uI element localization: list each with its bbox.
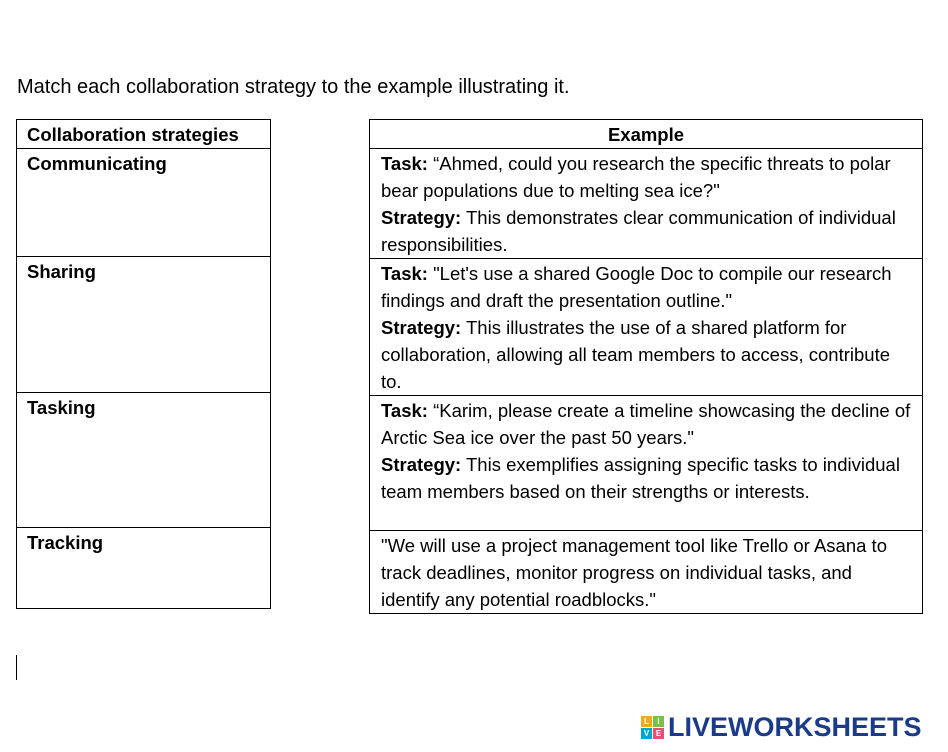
example-plain-text: "We will use a project management tool like Trello or Asana to track deadlines, monitor progress on individual tasks, and identify any potential roadblocks." [381, 535, 887, 610]
strategy-cell-communicating: Communicating [17, 149, 271, 257]
strategy-label: Strategy: [381, 454, 462, 475]
examples-header: Example [370, 120, 923, 149]
task-label: Task: [381, 400, 428, 421]
logo-block-l: L [641, 716, 652, 727]
strategy-cell-tracking: Tracking [17, 528, 271, 609]
logo-block-i: I [653, 716, 664, 727]
strategy-label: Strategy: [381, 317, 462, 338]
task-label: Task: [381, 263, 428, 284]
strategy-cell-sharing: Sharing [17, 257, 271, 393]
example-cell-1 [370, 149, 923, 259]
logo-block-v: V [641, 728, 652, 739]
strategy-text: This illustrates the use of a shared platform for collaboration, allowing all team members to access, contribute to. [381, 317, 890, 392]
text-cursor [16, 655, 17, 680]
instruction-text: Match each collaboration strategy to the example illustrating it. [17, 76, 570, 98]
strategy-label: Strategy: [381, 207, 462, 228]
strategy-text: This demonstrates clear communication of individual responsibilities. [381, 207, 896, 255]
example-cell-3 [370, 396, 923, 531]
task-text: “Karim, please create a timeline showcasing the decline of Arctic Sea ice over the past 50 years." [381, 400, 911, 448]
logo-text: LIVEWORKSHEETS [668, 711, 922, 742]
example-cell-2 [370, 259, 923, 396]
logo-block-e: E [653, 728, 664, 739]
liveworksheets-logo [641, 711, 922, 743]
strategy-cell-tasking: Tasking [17, 393, 271, 528]
logo-icon [641, 716, 664, 739]
task-text: "Let's use a shared Google Doc to compile our research findings and draft the presentation outline." [381, 263, 892, 311]
strategies-header: Collaboration strategies [17, 120, 271, 149]
task-label: Task: [381, 153, 428, 174]
strategy-text: This exemplifies assigning specific tasks to individual team members based on their strengths or interests. [381, 454, 900, 502]
task-text: “Ahmed, could you research the specific threats to polar bear populations due to melting sea ice?" [381, 153, 891, 201]
examples-table [369, 119, 923, 614]
strategies-table [16, 119, 271, 609]
example-cell-4 [370, 531, 923, 614]
